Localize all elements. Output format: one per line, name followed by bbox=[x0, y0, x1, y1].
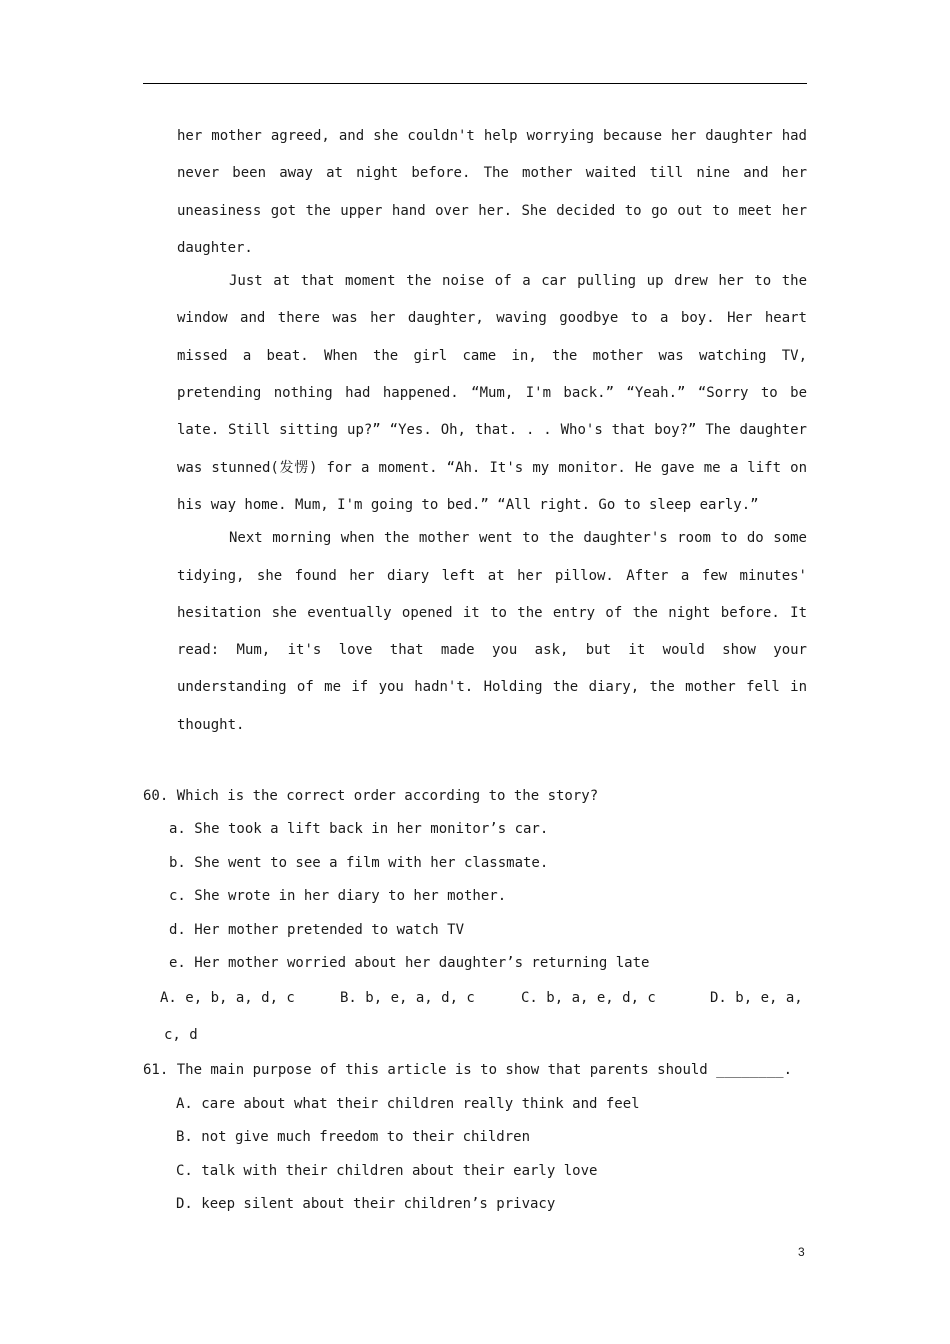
answer-options bbox=[143, 1088, 807, 1222]
event-item: e. Her mother worried about her daughter’s returning late bbox=[169, 955, 650, 972]
answer-options bbox=[143, 980, 807, 1054]
event-item: c. She wrote in her diary to her mother. bbox=[169, 888, 507, 905]
option-d[interactable]: D. b, e, a, bbox=[710, 990, 803, 1007]
option-a[interactable]: A. care about what their children really think and feel bbox=[176, 1095, 640, 1112]
reading-passage bbox=[177, 118, 807, 744]
passage-paragraph: Just at that moment the noise of a car pulling up drew her to the window and there was her daughter, waving goodbye to a boy. Her heart missed a beat. When the girl came in, the mother was watching TV, pretending nothing had happened. “Mum, I'm back.” “Yeah.” “Sorry to be late. Still sitting up?” “Yes. Oh, that. . . Who's that boy?” The daughter was stunned(发愣) for a moment. “Ah. It's my monitor. He gave me a lift on his way home. Mum, I'm going to bed.” “All right. Go to sleep early.” bbox=[177, 273, 807, 513]
question-stem: 61. The main purpose of this article is to show that parents should ________. bbox=[143, 1062, 793, 1079]
question-61 bbox=[143, 1054, 807, 1221]
option-c[interactable]: C. talk with their children about their early love bbox=[176, 1162, 598, 1179]
event-item: a. She took a lift back in her monitor’s car. bbox=[169, 821, 549, 838]
event-item: d. Her mother pretended to watch TV bbox=[169, 921, 465, 938]
page-number: 3 bbox=[798, 1245, 805, 1259]
option-d[interactable]: D. keep silent about their children’s privacy bbox=[176, 1196, 556, 1213]
question-section bbox=[143, 780, 807, 1221]
option-c[interactable]: C. b, a, e, d, c bbox=[521, 990, 656, 1007]
passage-paragraph: Next morning when the mother went to the daughter's room to do some tidying, she found her diary left at her pillow. After a few minutes' hesitation she eventually opened it to the entry of the night before. It read: Mum, it's love that made you ask, but it would show your understanding of me if you hadn't. Holding the diary, the mother fell in thought. bbox=[177, 530, 807, 733]
passage-paragraph: her mother agreed, and she couldn't help worrying because her daughter had never been away at night before. The mother waited till nine and her uneasiness got the upper hand over her. She decided to go out to meet her daughter. bbox=[177, 128, 807, 256]
event-list bbox=[143, 813, 807, 980]
option-d-continuation: c, d bbox=[164, 1027, 198, 1044]
header-rule bbox=[143, 83, 807, 84]
option-b[interactable]: B. not give much freedom to their children bbox=[176, 1129, 531, 1146]
question-60 bbox=[143, 780, 807, 1054]
event-item: b. She went to see a film with her classmate. bbox=[169, 854, 549, 871]
option-a[interactable]: A. e, b, a, d, c bbox=[160, 990, 295, 1007]
option-b[interactable]: B. b, e, a, d, c bbox=[340, 990, 475, 1007]
question-stem: 60. Which is the correct order according to the story? bbox=[143, 788, 599, 804]
